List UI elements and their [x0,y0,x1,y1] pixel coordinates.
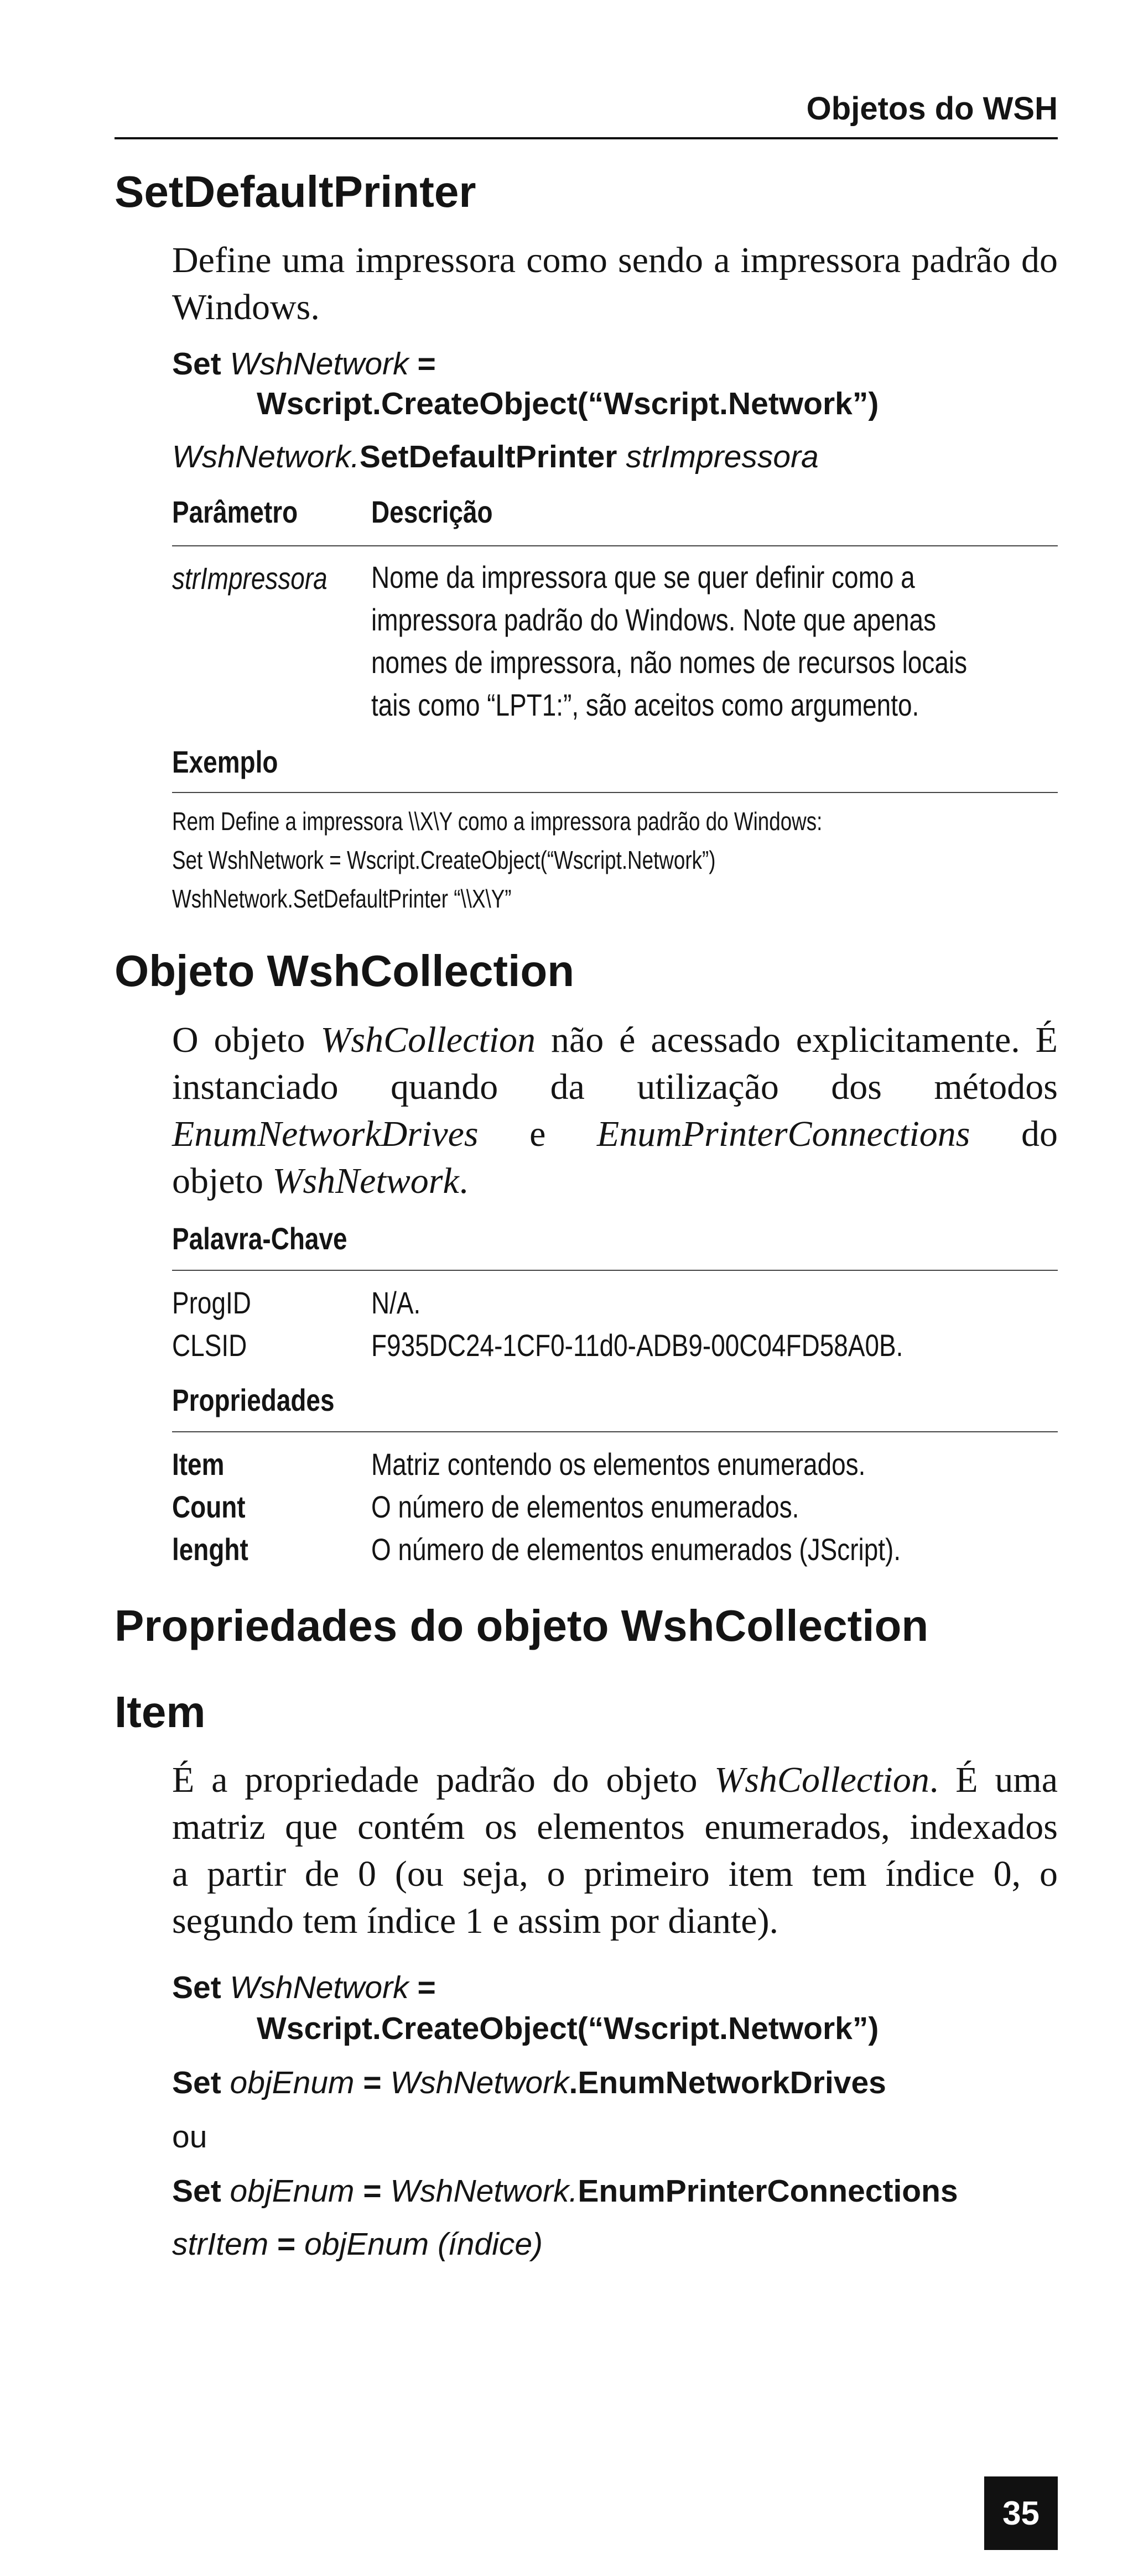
para-line: matriz que contém os elementos enumerados, indexados [172,1807,1058,1847]
property-value: O número de elementos enumerados (JScript). [371,1532,901,1567]
header-rule [115,137,1058,139]
syntax-set-keyword: Set [172,346,221,382]
keyword-key: CLSID [172,1328,247,1363]
item-syntax-line-3: Set objEnum = WshNetwork.EnumNetworkDrives [172,2065,886,2100]
para-line: a partir de 0 (ou seja, o primeiro item tem índice 0, o [172,1854,1058,1894]
syntax-method: SetDefaultPrinter [359,439,617,474]
wsh-collection-paragraph [172,1016,1058,1204]
syntax-wshnetwork-var: WshNetwork [230,346,409,382]
para-line: instanciado quando da utilização dos métodos [172,1067,1058,1107]
keyword-heading: Palavra-Chave [172,1221,347,1256]
example-code-line: WshNetwork.SetDefaultPrinter “\\X\Y” [172,884,512,913]
heading-item: Item [115,1687,206,1737]
param-name: strImpressora [172,561,328,596]
syntax-argument: strImpressora [626,439,819,474]
example-code-line: Rem Define a impressora \\X\Y como a impressora padrão do Windows: [172,807,823,836]
keyword-value: N/A. [371,1285,421,1320]
example-rule [172,792,1058,793]
property-value: O número de elementos enumerados. [371,1489,799,1524]
table-header-desc: Descrição [371,494,493,529]
property-key: Item [172,1447,225,1482]
syntax-line-1 [172,348,436,380]
syntax-line-3 [172,441,819,473]
heading-wsh-collection: Objeto WshCollection [115,946,575,995]
property-key: Count [172,1489,246,1524]
properties-rule [172,1431,1058,1432]
item-syntax-line-5: strItem = objEnum (índice) [172,2226,543,2262]
param-desc-line: impressora padrão do Windows. Note que apenas [371,602,937,637]
keyword-value: F935DC24-1CF0-11d0-ADB9-00C04FD58A0B. [371,1328,903,1363]
para-line: É a propriedade padrão do objeto WshCollection. É uma [172,1760,1058,1800]
property-value: Matriz contendo os elementos enumerados. [371,1447,866,1482]
para-line: EnumNetworkDrives e EnumPrinterConnections do [172,1114,1058,1154]
heading-set-default-printer: SetDefaultPrinter [115,167,476,216]
item-syntax-line-4: Set objEnum = WshNetwork.EnumPrinterConnections [172,2173,958,2209]
property-key: lenght [172,1532,248,1567]
properties-heading: Propriedades [172,1383,335,1417]
syntax-line-2: Wscript.CreateObject(“Wscript.Network”) [257,386,879,421]
item-syntax-or: ou [172,2119,207,2155]
table-header-param: Parâmetro [172,494,298,529]
keyword-rule [172,1270,1058,1271]
table-rule [172,545,1058,546]
example-heading: Exemplo [172,744,278,779]
item-syntax-line-2: Wscript.CreateObject(“Wscript.Network”) [257,2011,879,2046]
syntax-object: WshNetwork. [172,439,360,474]
example-code-line: Set WshNetwork = Wscript.CreateObject(“Wscript.Network”) [172,846,716,874]
param-desc-line: tais como “LPT1:”, são aceitos como argumento. [371,687,919,722]
param-description [371,556,1058,726]
set-default-printer-description: Define uma impressora como sendo a impressora padrão do Windows. [172,240,1058,327]
para-line: objeto WshNetwork. [172,1161,469,1201]
page-number: 35 [984,2476,1058,2550]
running-header: Objetos do WSH [806,91,1058,127]
para-line: segundo tem índice 1 e assim por diante). [172,1901,779,1941]
item-paragraph [172,1756,1058,1944]
syntax-equals: = [417,346,436,382]
para-line: O objeto WshCollection não é acessado explicitamente. É [172,1020,1058,1060]
param-desc-line: Nome da impressora que se quer definir como a [371,560,915,595]
heading-collection-properties: Propriedades do objeto WshCollection [115,1601,929,1650]
keyword-key: ProgID [172,1285,251,1320]
item-syntax-line-1: Set WshNetwork = [172,1970,436,2005]
param-desc-line: nomes de impressora, não nomes de recursos locais [371,645,968,680]
